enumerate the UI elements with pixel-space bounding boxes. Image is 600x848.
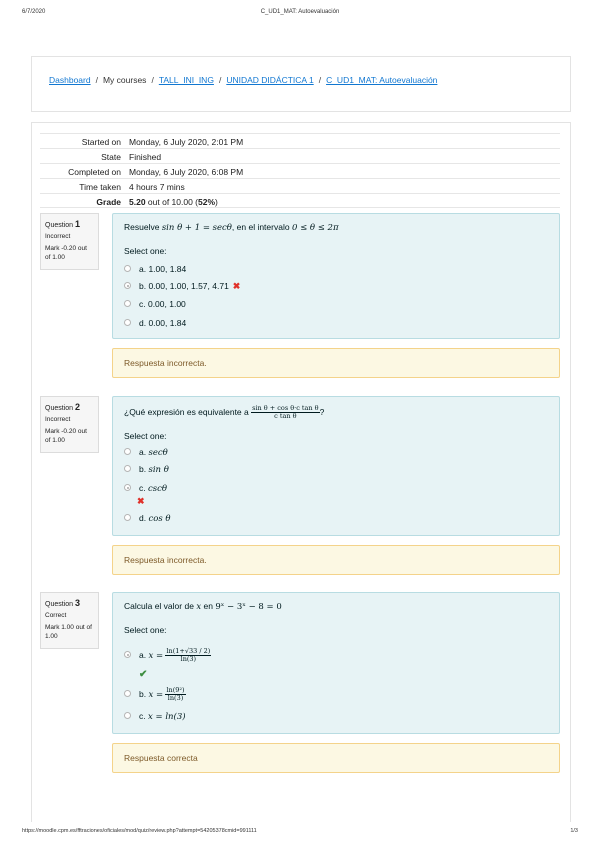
grade-score: 5.20 (129, 197, 146, 207)
q1-option-b[interactable] (124, 281, 240, 292)
breadcrumb-container (31, 56, 571, 112)
grade-out-of: out of 10.00 ( (147, 197, 199, 207)
question-3-state: Correct (45, 612, 67, 620)
option-math: cscθ (148, 484, 168, 494)
q1-option-a[interactable] (124, 264, 186, 274)
breadcrumb-separator: / (318, 75, 322, 85)
question-1-info (40, 213, 99, 270)
q2-option-c[interactable] (124, 483, 167, 494)
question-2-mark: Mark -0.20 out of 1.00 (45, 428, 87, 444)
option-math: x = (148, 689, 164, 700)
question-2-state: Incorrect (45, 416, 71, 424)
question-text-part: , en el intervalo (231, 222, 290, 232)
question-1-interval: 0 ≤ θ ≤ 2π (291, 223, 339, 233)
option-prefix: a. (139, 649, 147, 660)
option-label: c. 0.00, 1.00 (139, 299, 186, 309)
breadcrumb-course-link[interactable]: TALL_INI_ING (158, 75, 214, 85)
grade-value (129, 197, 218, 207)
breadcrumb-unit-link[interactable]: UNIDAD DIDÁCTICA 1 (226, 75, 314, 85)
breadcrumb-dashboard-link[interactable]: Dashboard (49, 75, 91, 85)
question-3-feedback: Respuesta correcta (112, 743, 560, 773)
breadcrumb (49, 75, 437, 85)
option-prefix: b. (139, 464, 147, 474)
completed-label: Completed on (68, 167, 121, 177)
question-3-equation: 9ˣ − 3ˣ − 8 = 0 (215, 602, 282, 612)
radio-button[interactable] (124, 265, 131, 272)
option-b-fraction (165, 687, 185, 702)
question-1-formulation (112, 213, 560, 339)
state-label: State (101, 152, 121, 162)
option-prefix: a. (139, 447, 147, 457)
question-text-part: en (203, 601, 213, 611)
option-label: d. 0.00, 1.84 (139, 318, 187, 328)
question-1-text (124, 222, 548, 233)
option-math: x = ln(3) (148, 712, 186, 722)
option-prefix: c. (139, 711, 146, 721)
question-text-part: ¿Qué expresión es equivalente a (124, 406, 249, 417)
summary-row-completed (40, 163, 560, 178)
q3-option-a-result (139, 669, 147, 680)
question-1-feedback: Respuesta incorrecta. (112, 348, 560, 378)
option-math: secθ (148, 448, 168, 458)
fraction-denominator: ln(3) (167, 694, 184, 703)
question-1-state: Incorrect (45, 233, 71, 241)
q3-option-a[interactable] (124, 648, 211, 663)
option-math: x = (148, 650, 164, 661)
question-text-part: Calcula el valor de (124, 601, 194, 611)
q2-option-b[interactable] (124, 464, 169, 475)
radio-button[interactable] (124, 514, 131, 521)
print-page-number: 1/3 (570, 828, 578, 834)
incorrect-icon: ✖ (137, 496, 145, 506)
grade-close: ) (215, 197, 218, 207)
fraction-numerator: sin θ + cos θ·c tan θ (252, 404, 319, 412)
q3-option-b[interactable] (124, 687, 186, 702)
option-math: sin θ (148, 465, 169, 475)
q2-option-c-result (137, 496, 145, 507)
question-3-number (45, 597, 94, 609)
radio-button[interactable] (124, 690, 131, 697)
radio-button[interactable] (124, 448, 131, 455)
fraction-numerator: ln(9²) (166, 686, 185, 694)
started-label: Started on (81, 137, 121, 147)
option-math: cos θ (148, 514, 171, 524)
summary-row-grade (40, 193, 560, 208)
option-label: b. 0.00, 1.00, 1.57, 4.71 (139, 281, 229, 291)
question-2-text (124, 405, 548, 420)
option-a-fraction (165, 648, 211, 663)
question-prefix: Question (45, 601, 74, 608)
fraction-denominator: c tan θ (274, 412, 297, 421)
question-number: 3 (74, 598, 80, 608)
question-3-variable: x (196, 602, 202, 612)
question-3-info (40, 592, 99, 649)
print-url: https://moodle.cpm.es/fftraciones/oficiales/mod/quiz/review.php?attempt=54205378cmid=991111 (22, 828, 257, 834)
state-value: Finished (129, 152, 162, 162)
question-2-feedback: Respuesta incorrecta. (112, 545, 560, 575)
completed-value: Monday, 6 July 2020, 6:08 PM (129, 167, 244, 177)
question-2-prompt: Select one: (124, 431, 167, 442)
question-2-number (45, 401, 94, 413)
question-prefix: Question (45, 222, 74, 229)
option-prefix: b. (139, 688, 147, 699)
option-label: a. 1.00, 1.84 (139, 264, 187, 274)
correct-icon: ✔ (139, 669, 148, 680)
radio-button[interactable] (124, 319, 131, 326)
question-1-prompt: Select one: (124, 246, 167, 256)
breadcrumb-separator: / (151, 75, 154, 85)
question-3-mark: Mark 1.00 out of 1.00 (45, 624, 92, 640)
print-date: 6/7/2020 (22, 9, 46, 15)
grade-percent: 52% (198, 197, 216, 207)
question-1-equation: sin θ + 1 = secθ (161, 223, 232, 233)
fraction-numerator: ln(1+√33 / 2) (166, 647, 211, 655)
question-number: 1 (74, 219, 80, 229)
option-prefix: c. (139, 483, 146, 493)
question-1-number (45, 218, 94, 230)
summary-row-time (40, 178, 560, 193)
grade-label: Grade (96, 197, 121, 207)
question-2-formulation (112, 396, 560, 536)
question-3-text (124, 601, 548, 612)
time-taken-value: 4 hours 7 mins (129, 182, 185, 192)
question-number: 2 (74, 402, 80, 412)
question-2-fraction (251, 405, 319, 420)
q1-option-d[interactable] (124, 318, 186, 328)
question-text-part: ? (319, 406, 325, 417)
print-title: C_UD1_MAT: Autoevaluación (260, 9, 340, 15)
breadcrumb-quiz-link[interactable]: C_UD1_MAT: Autoevaluación (326, 75, 438, 85)
radio-button[interactable] (124, 712, 131, 719)
attempt-summary-table (40, 133, 560, 208)
breadcrumb-my-courses: My courses (102, 75, 147, 85)
time-taken-label: Time taken (79, 182, 121, 192)
q1-option-c[interactable] (124, 299, 186, 309)
question-1-mark: Mark -0.20 out of 1.00 (45, 245, 87, 261)
question-text-part: Resuelve (124, 222, 160, 232)
question-2-info (40, 396, 99, 453)
question-3-formulation (112, 592, 560, 734)
radio-button-selected[interactable] (124, 484, 131, 491)
q2-option-a[interactable] (124, 447, 168, 458)
incorrect-icon: ✖ (232, 281, 241, 291)
summary-row-state (40, 148, 560, 163)
summary-row-started (40, 133, 560, 148)
option-prefix: d. (139, 513, 147, 523)
radio-button[interactable] (124, 300, 131, 307)
q3-option-c[interactable] (124, 711, 186, 722)
started-value: Monday, 6 July 2020, 2:01 PM (129, 137, 244, 147)
radio-button-selected[interactable] (124, 282, 131, 289)
question-prefix: Question (45, 405, 74, 412)
radio-button[interactable] (124, 465, 131, 472)
breadcrumb-separator: / (218, 75, 222, 85)
breadcrumb-separator: / (95, 75, 98, 85)
q2-option-d[interactable] (124, 513, 171, 524)
radio-button-selected[interactable] (124, 651, 131, 658)
fraction-denominator: ln(3) (180, 655, 197, 664)
question-3-prompt: Select one: (124, 625, 167, 635)
